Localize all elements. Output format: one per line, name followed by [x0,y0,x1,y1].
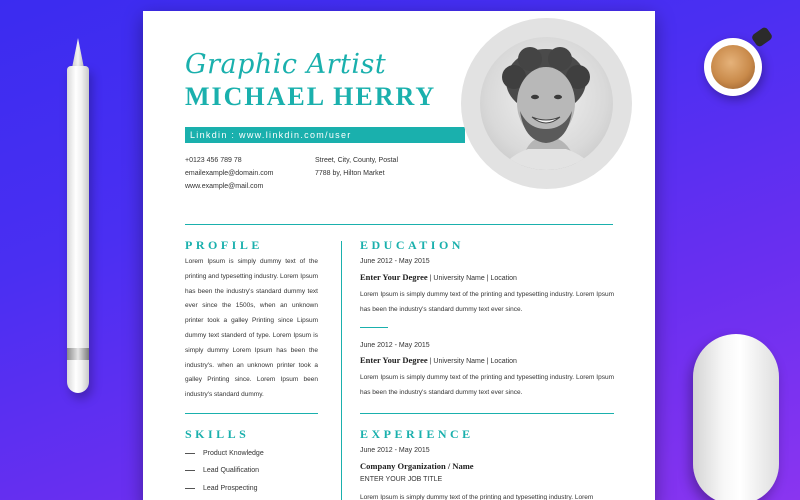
divider-left [185,413,318,414]
candidate-name: MICHAEL HERRY [185,82,437,111]
experience-description: Lorem Ipsum is simply dummy text of the printing and typesetting industry. Lorem [360,494,594,500]
education-degree: Enter Your Degree | University Name | Location [360,355,517,365]
experience-heading: EXPERIENCE [360,427,474,441]
bullet-dash [185,488,195,489]
divider-right [360,413,614,414]
coffee [711,45,755,89]
skill-item: Product Knowledge [185,450,264,457]
education-separator [360,327,388,328]
bullet-dash [185,453,195,454]
contact-right [315,154,398,180]
education-degree: Enter Your Degree | University Name | Location [360,272,517,282]
column-divider [341,241,342,500]
experience-date: June 2012 - May 2015 [360,447,430,454]
stylus-tip [72,38,84,68]
linkedin-bar: Linkdin : www.linkdin.com/user [185,127,465,143]
cup-handle [751,26,774,48]
photo-frame [461,18,632,189]
bullet-dash [185,470,195,471]
profile-text: Lorem Ipsum is simply dummy text of the printing and typesetting industry. Lorem Ipsum has been the industry's standard dummy text ever since the 1500s, when an unknown printer took a galley Printing since Lipsum dummy text standerd of type. Lorem Ipsum is simply dummy Lorem Ipsum has been the industry's. when an unknown printer took a galley Printing since. Lorem Ipsum been industry's standard dummy. [185,258,318,399]
divider-top [185,224,613,225]
job-script-title: Graphic Artist [185,49,387,80]
education-description: Lorem Ipsum is simply dummy text of the printing and typesetting industry. Lorem Ipsum has been the industry's standard dummy text ever since. [360,291,614,313]
phone: +0123 456 789 78 [185,157,242,164]
skills-heading: SKILLS [185,427,250,441]
resume-page [143,11,655,500]
experience-job-title: ENTER YOUR JOB TITLE [360,476,443,483]
profile-photo [480,37,613,170]
coffee-cup [704,38,762,96]
experience-company: Company Organization / Name [360,461,474,471]
education-date: June 2012 - May 2015 [360,342,430,349]
stylus-band [67,348,89,360]
address-line-1: Street, City, County, Postal [315,157,398,164]
education-date: June 2012 - May 2015 [360,258,430,265]
skill-item: Lead Qualification [185,467,259,474]
stylus-pencil [67,38,89,393]
education-heading: EDUCATION [360,238,464,252]
skill-item: Lead Prospecting [185,485,257,492]
profile-heading: PROFILE [185,238,263,252]
contact-left [185,154,273,193]
address-line-2: 7788 by, Hilton Market [315,170,385,177]
email: emailexample@domain.com [185,170,274,177]
website: www.example@mail.com [185,183,264,190]
stylus-body [67,66,89,393]
education-description: Lorem Ipsum is simply dummy text of the printing and typesetting industry. Lorem Ipsum has been the industry's standard dummy text ever since. [360,374,614,396]
computer-mouse [693,334,779,500]
